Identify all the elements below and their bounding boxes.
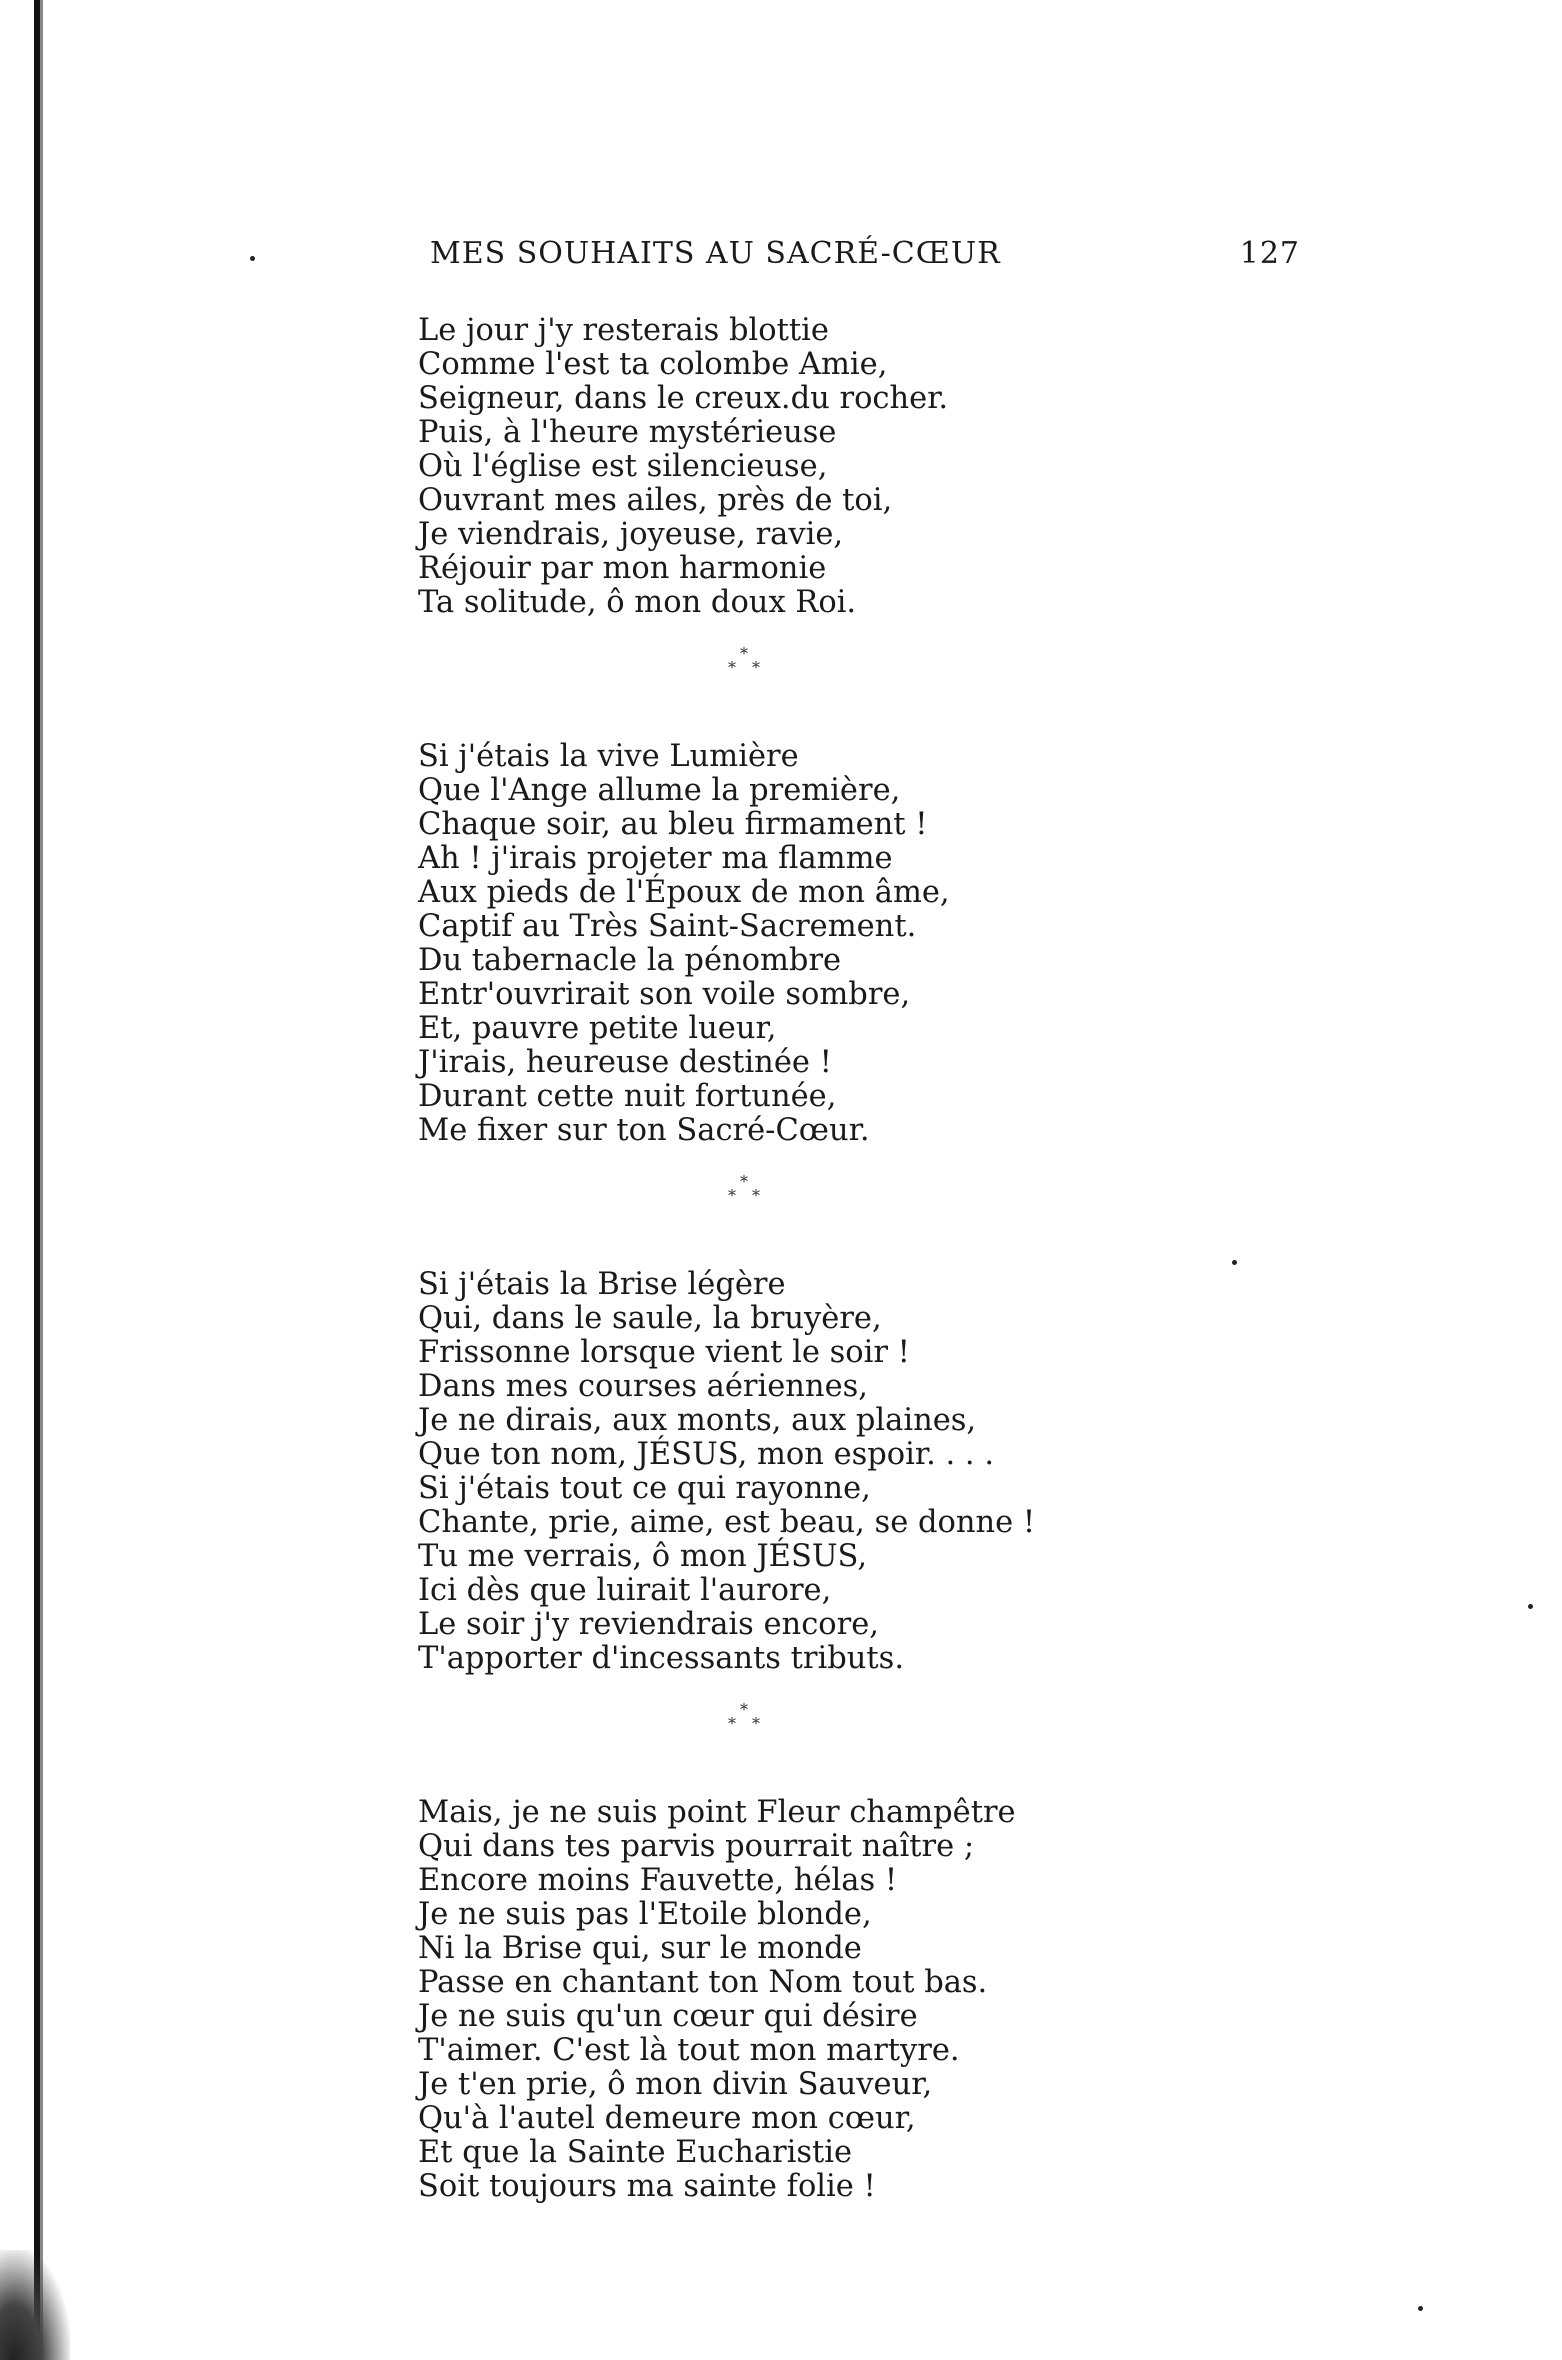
poem-body	[418, 314, 1158, 2204]
stanza-4	[418, 1796, 1158, 2204]
verse-line: Dans mes courses aériennes,	[418, 1369, 868, 1404]
asterisk-glyph: *	[752, 1186, 760, 1205]
verse-line: Comme l'est ta colombe Amie,	[418, 347, 888, 382]
verse-line: Tu me verrais, ô mon JÉSUS,	[418, 1539, 868, 1574]
verse-line: Que ton nom, JÉSUS, mon espoir. . . .	[418, 1437, 995, 1472]
running-title: MES SOUHAITS AU SACRÉ-CŒUR	[430, 236, 1001, 271]
verse-line: Qui, dans le saule, la bruyère,	[418, 1301, 882, 1336]
verse-line: Ni la Brise qui, sur le monde	[418, 1931, 862, 1966]
asterisk-glyph: *	[752, 658, 760, 677]
asterism-divider	[718, 642, 778, 682]
verse-line: Du tabernacle la pénombre	[418, 943, 842, 978]
verse-line: Aux pieds de l'Époux de mon âme,	[418, 875, 950, 910]
print-speck	[250, 256, 255, 261]
page-number: 127	[1239, 236, 1300, 271]
asterisk-glyph: *	[740, 644, 748, 663]
verse-line: Je ne dirais, aux monts, aux plaines,	[418, 1403, 977, 1438]
verse-line: Le jour j'y resterais blottie	[418, 313, 829, 348]
asterisk-glyph: *	[728, 1186, 736, 1205]
verse-line: Que l'Ange allume la première,	[418, 773, 901, 808]
verse-line: Durant cette nuit fortunée,	[418, 1079, 837, 1114]
verse-line: Où l'église est silencieuse,	[418, 449, 828, 484]
verse-line: Ta solitude, ô mon doux Roi.	[418, 585, 857, 620]
verse-line: Ouvrant mes ailes, près de toi,	[418, 483, 893, 518]
page-binding-shadow	[40, 0, 43, 2360]
verse-line: Encore moins Fauvette, hélas !	[418, 1863, 898, 1898]
verse-line: Je viendrais, joyeuse, ravie,	[418, 517, 844, 552]
verse-line: Je ne suis qu'un cœur qui désire	[418, 1999, 918, 2034]
asterisk-glyph: *	[740, 1172, 748, 1191]
verse-line: Seigneur, dans le creux.du rocher.	[418, 381, 949, 416]
page-header	[430, 236, 1300, 282]
verse-line: Si j'étais tout ce qui rayonne,	[418, 1471, 871, 1506]
verse-line: T'aimer. C'est là tout mon martyre.	[418, 2033, 960, 2068]
verse-line: Réjouir par mon harmonie	[418, 551, 827, 586]
verse-line: Captif au Très Saint-Sacrement.	[418, 909, 917, 944]
verse-line: Si j'étais la vive Lumière	[418, 739, 799, 774]
asterism-divider	[718, 1170, 778, 1210]
stanza-1	[418, 314, 1158, 620]
print-speck	[1232, 1260, 1237, 1265]
verse-line: Je ne suis pas l'Etoile blonde,	[418, 1897, 872, 1932]
verse-line: T'apporter d'incessants tributs.	[418, 1641, 905, 1676]
verse-line: Ici dès que luirait l'aurore,	[418, 1573, 832, 1608]
verse-line: Entr'ouvrirait son voile sombre,	[418, 977, 911, 1012]
verse-line: Ah ! j'irais projeter ma flamme	[418, 841, 893, 876]
verse-line: Soit toujours ma sainte folie !	[418, 2169, 876, 2204]
asterisk-glyph: *	[740, 1700, 748, 1719]
verse-line: Qu'à l'autel demeure mon cœur,	[418, 2101, 916, 2136]
verse-line: Et, pauvre petite lueur,	[418, 1011, 777, 1046]
verse-line: Si j'étais la Brise légère	[418, 1267, 786, 1302]
verse-line: Puis, à l'heure mystérieuse	[418, 415, 837, 450]
asterism-divider	[718, 1698, 778, 1738]
stanza-2	[418, 740, 1158, 1148]
print-speck	[1418, 2306, 1423, 2311]
stanza-3	[418, 1268, 1158, 1676]
verse-line: Chante, prie, aime, est beau, se donne !	[418, 1505, 1036, 1540]
verse-line: Le soir j'y reviendrais encore,	[418, 1607, 879, 1642]
verse-line: Qui dans tes parvis pourrait naître ;	[418, 1829, 975, 1864]
verse-line: Mais, je ne suis point Fleur champêtre	[418, 1795, 1016, 1830]
verse-line: Je t'en prie, ô mon divin Sauveur,	[418, 2067, 933, 2102]
verse-line: Chaque soir, au bleu firmament !	[418, 807, 928, 842]
verse-line: Passe en chantant ton Nom tout bas.	[418, 1965, 988, 2000]
verse-line: Frissonne lorsque vient le soir !	[418, 1335, 910, 1370]
page-corner-wear	[0, 2250, 70, 2360]
verse-line: Et que la Sainte Eucharistie	[418, 2135, 853, 2170]
verse-line: J'irais, heureuse destinée !	[418, 1045, 832, 1080]
asterisk-glyph: *	[728, 1714, 736, 1733]
verse-line: Me fixer sur ton Sacré-Cœur.	[418, 1113, 870, 1148]
print-speck	[1528, 1604, 1533, 1609]
asterisk-glyph: *	[752, 1714, 760, 1733]
asterisk-glyph: *	[728, 658, 736, 677]
